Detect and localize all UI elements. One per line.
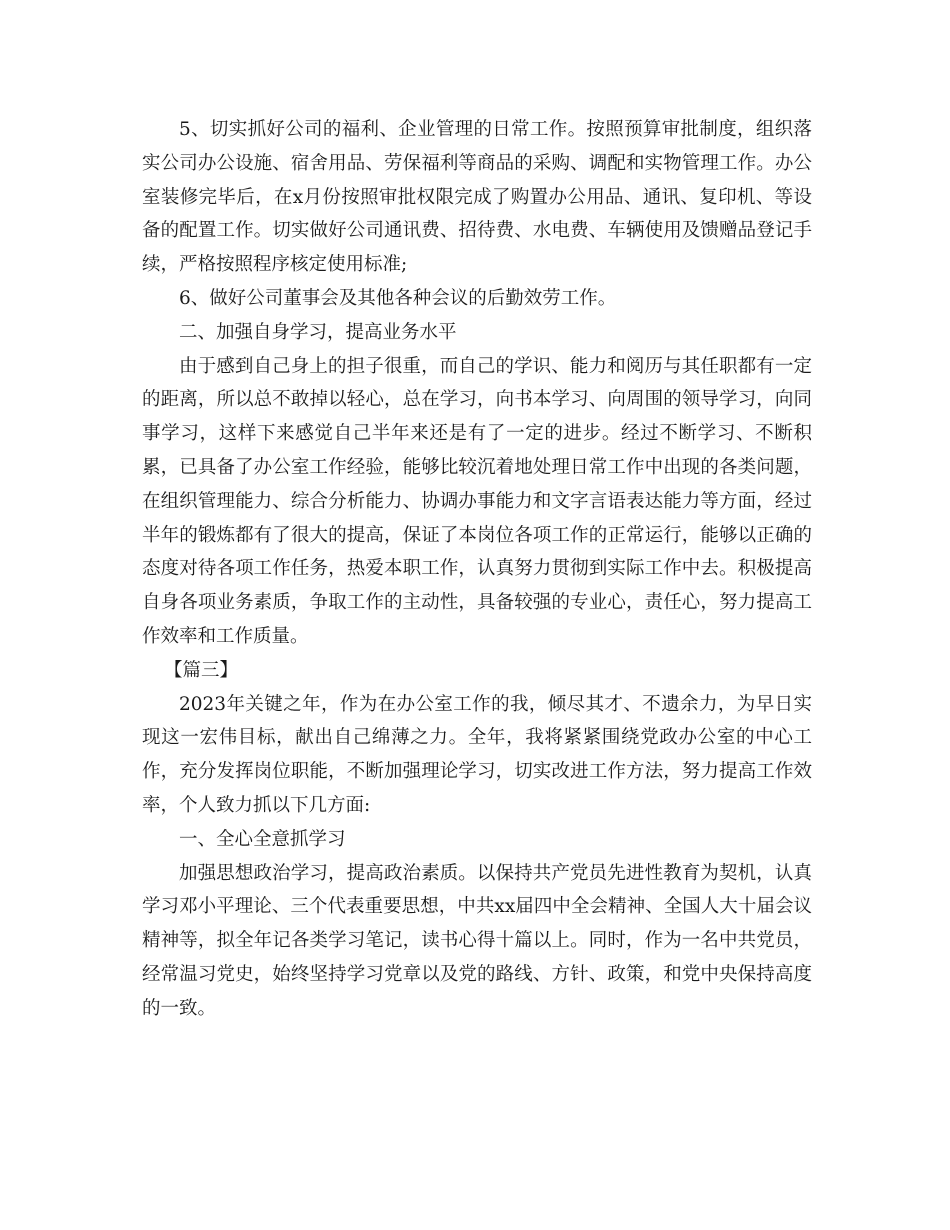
paragraph-political-study: 加强思想政治学习，提高政治素质。以保持共产党员先进性教育为契机，认真学习邓小平理论、三个代表重要思想，中共xx届四中全会精神、全国人大十届会议精神等，拟全年记各类学习笔记，读书心得十篇以上。同时，作为一名中共党员，经常温习党史，始终坚持学习党章以及党的路线、方针、政策，和党中央保持高度的一致。 <box>142 862 812 1019</box>
document-body <box>142 113 812 1026</box>
paragraph-self-study: 由于感到自己身上的担子很重，而自己的学识、能力和阅历与其任职都有一定的距离，所以总不敢掉以轻心，总在学习，向书本学习、向周围的领导学习，向同事学习，这样下来感觉自己半年来还是有了一定的进步。经过不断学习、不断积累，已具备了办公室工作经验，能够比较沉着地处理日常工作中出现的各类问题，在组织管理能力、综合分析能力、协调办事能力和文字言语表达能力等方面，经过半年的锻炼都有了很大的提高，保证了本岗位各项工作的正常运行，能够以正确的态度对待各项工作任务，热爱本职工作，认真努力贯彻到实际工作中去。积极提高自身各项业务素质，争取工作的主动性，具备较强的专业心，责任心，努力提高工作效率和工作质量。 <box>142 355 812 647</box>
paragraph-intro-2023: 2023年关键之年，作为在办公室工作的我，倾尽其才、不遗余力，为早日实现这一宏伟目标，献出自己绵薄之力。全年，我将紧紧围绕党政办公室的中心工作，充分发挥岗位职能，不断加强理论学习，切实改进工作方法，努力提高工作效率，个人致力抓以下几方面: <box>142 693 812 816</box>
paragraph-item-6: 6、做好公司董事会及其他各种会议的后勤效劳工作。 <box>179 287 617 309</box>
section-tag-part-three: 【篇三】 <box>164 659 239 681</box>
section-heading-learning: 一、全心全意抓学习 <box>179 828 346 850</box>
section-heading-study: 二、加强自身学习，提高业务水平 <box>179 321 457 343</box>
paragraph-item-5: 5、切实抓好公司的福利、企业管理的日常工作。按照预算审批制度，组织落实公司办公设施、宿舍用品、劳保福利等商品的采购、调配和实物管理工作。办公室装修完毕后，在x月份按照审批权限完成了购置办公用品、通讯、复印机、等设备的配置工作。切实做好公司通讯费、招待费、水电费、车辆使用及馈赠品登记手续，严格按照程序核定使用标准; <box>142 119 812 276</box>
